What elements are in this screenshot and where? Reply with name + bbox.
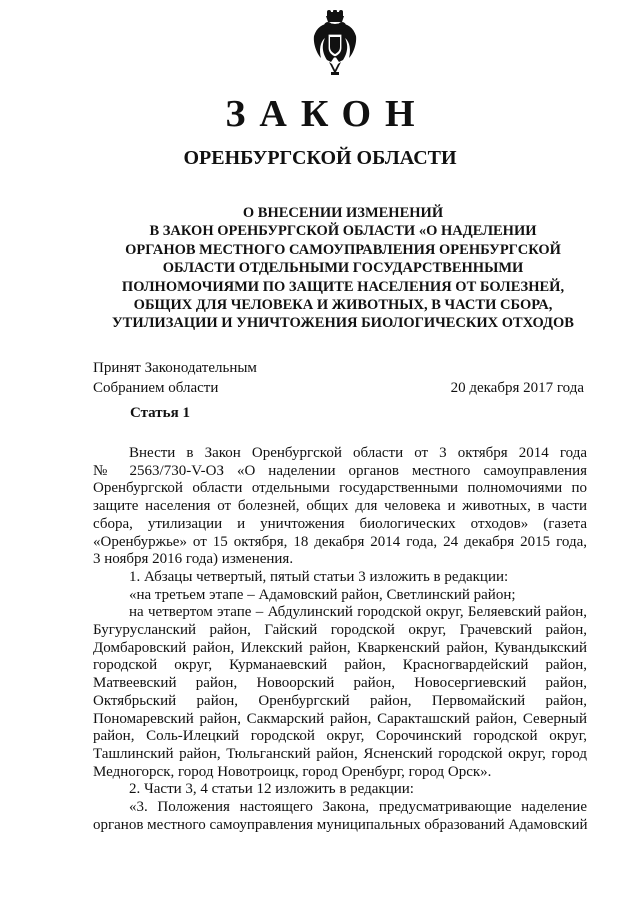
law-heading bbox=[60, 204, 626, 333]
law-title: ЗАКОН bbox=[225, 93, 429, 135]
heading-line: О ВНЕСЕНИИ ИЗМЕНЕНИЙ bbox=[242, 205, 444, 221]
body-line: Оренбургской области отдельными государственными полномочиями по bbox=[93, 480, 587, 497]
body-line: № 2563/730-V-ОЗ «О наделении органов местного самоуправления bbox=[93, 462, 587, 479]
body-line: Домбаровский район, Илекский район, Кваркенский район, Кувандыкский bbox=[93, 639, 587, 656]
body-line: район, Соль-Илецкий городской округ, Сорочинский городской округ, bbox=[93, 728, 587, 745]
body-line: Медногорск, город Новотроицк, город Оренбург, город Орск». bbox=[93, 763, 492, 780]
body-line: «Оренбуржье» от 15 октября, 18 декабря 2014 года, 24 декабря 2015 года, bbox=[93, 533, 587, 550]
body-line: Бугурусланский район, Гайский городской округ, Грачевский район, bbox=[93, 622, 587, 639]
article-title: Статья 1 bbox=[130, 405, 190, 421]
adoption-date: 20 декабря 2017 года bbox=[450, 380, 584, 396]
body-line: защите населения от болезней, общих для человека и животных, в части bbox=[93, 498, 587, 515]
body-line: «3. Положения настоящего Закона, предусматривающие наделение bbox=[129, 799, 587, 816]
heading-line: ОРГАНОВ МЕСТНОГО САМОУПРАВЛЕНИЯ ОРЕНБУРГСКОЙ bbox=[125, 241, 561, 258]
body-line: 1. Абзацы четвертый, пятый статьи 3 изложить в редакции: bbox=[129, 568, 509, 585]
law-region: ОРЕНБУРГСКОЙ ОБЛАСТИ bbox=[183, 147, 457, 169]
adopted-by-line1: Принят Законодательным bbox=[93, 360, 257, 376]
heading-line: ОБЩИХ ДЛЯ ЧЕЛОВЕКА И ЖИВОТНЫХ, В ЧАСТИ СБОРА, bbox=[133, 297, 553, 314]
heading-line: УТИЛИЗАЦИИ И УНИЧТОЖЕНИЯ БИОЛОГИЧЕСКИХ ОТХОДОВ bbox=[112, 315, 574, 332]
heading-line: В ЗАКОН ОРЕНБУРГСКОЙ ОБЛАСТИ «О НАДЕЛЕНИИ bbox=[149, 223, 537, 240]
adoption-block bbox=[93, 358, 257, 398]
body-line: Матвеевский район, Новоорский район, Новосергиевский район, bbox=[93, 675, 587, 692]
body-line: Октябрьский район, Оренбургский район, Первомайский район, bbox=[93, 692, 587, 709]
body-line: 3 ноября 2016 года) изменения. bbox=[93, 551, 294, 568]
body-line: городской округ, Курманаевский район, Красногвардейский район, bbox=[93, 657, 587, 674]
article-body bbox=[93, 445, 587, 834]
body-line: на четвертом этапе – Абдулинский городской округ, Беляевский район, bbox=[129, 604, 587, 621]
body-line: Внести в Закон Оренбургской области от 3 октября 2014 года bbox=[129, 445, 587, 461]
body-line: Пономаревский район, Сакмарский район, Саракташский район, Северный bbox=[93, 710, 587, 727]
body-line: сбора, утилизации и уничтожения биологических отходов» (газета bbox=[93, 515, 587, 532]
heading-line: ПОЛНОМОЧИЯМИ ПО ЗАЩИТЕ НАСЕЛЕНИЯ ОТ БОЛЕЗНЕЙ, bbox=[121, 278, 565, 295]
heading-line: ОБЛАСТИ ОТДЕЛЬНЫМИ ГОСУДАРСТВЕННЫМИ bbox=[162, 260, 524, 277]
body-line: «на третьем этапе – Адамовский район, Светлинский район; bbox=[129, 586, 516, 603]
coat-of-arms-icon bbox=[311, 10, 359, 78]
body-line: органов местного самоуправления муниципальных образований Адамовский bbox=[93, 816, 588, 833]
body-line: 2. Части 3, 4 статьи 12 изложить в редакции: bbox=[129, 781, 414, 798]
adopted-by-line2: Собранием области bbox=[93, 380, 219, 396]
body-line: Ташлинский район, Тюльганский район, Ясненский городской округ, город bbox=[93, 745, 587, 762]
